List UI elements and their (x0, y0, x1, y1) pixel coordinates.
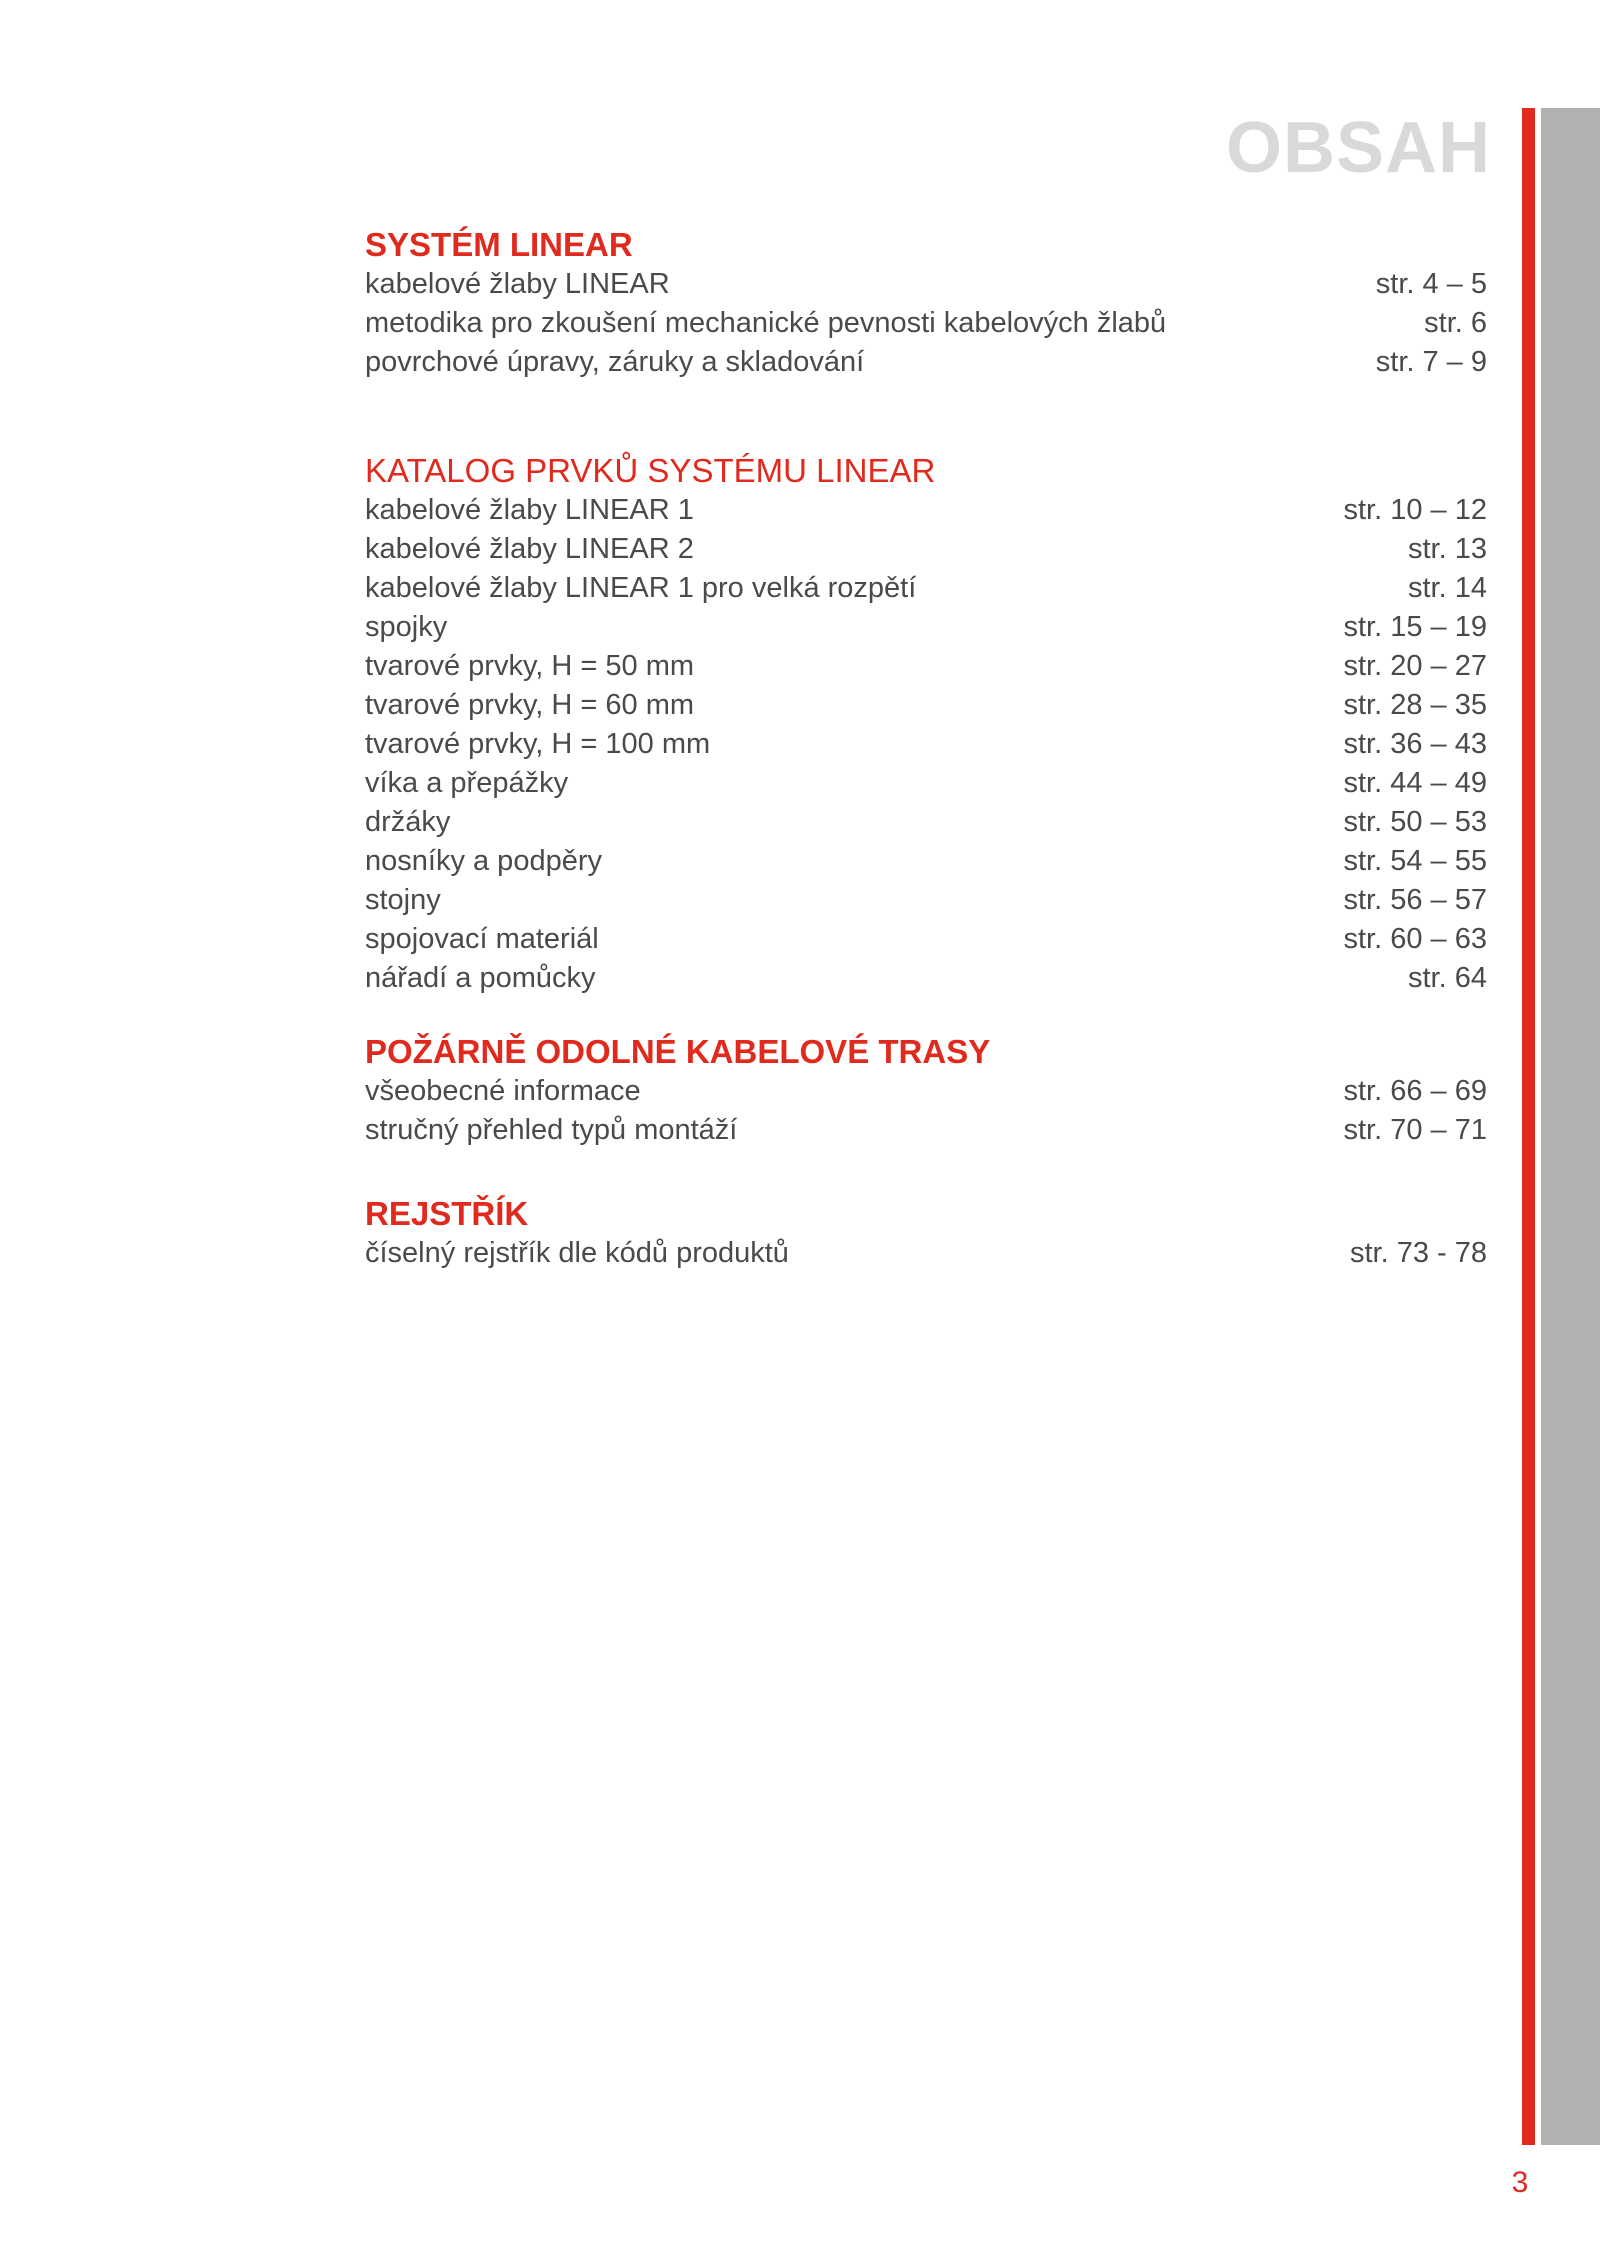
entry-pages: str. 10 – 12 (1343, 494, 1487, 526)
toc-entry[interactable] (365, 1234, 1487, 1273)
section-pozarne-odolne (365, 1032, 1487, 1150)
toc-entry[interactable] (365, 725, 1487, 764)
toc-entry[interactable] (365, 569, 1487, 608)
entry-pages: str. 28 – 35 (1343, 689, 1487, 721)
toc-entry[interactable] (365, 959, 1487, 998)
toc-entry[interactable] (365, 608, 1487, 647)
entry-label: metodika pro zkoušení mechanické pevnosti kabelových žlabů (365, 307, 1167, 339)
entry-pages: str. 56 – 57 (1343, 884, 1487, 916)
toc-entry[interactable] (365, 265, 1487, 304)
toc-entry[interactable] (365, 530, 1487, 569)
toc-entry[interactable] (365, 647, 1487, 686)
entry-pages: str. 36 – 43 (1343, 728, 1487, 760)
entry-label: tvarové prvky, H = 50 mm (365, 650, 695, 682)
section-katalog-prvku (365, 451, 1487, 998)
section-system-linear (365, 225, 1487, 382)
entry-pages: str. 7 – 9 (1375, 346, 1487, 378)
toc-entry[interactable] (365, 920, 1487, 959)
entry-label: kabelové žlaby LINEAR (365, 268, 670, 300)
entry-pages: str. 4 – 5 (1375, 268, 1487, 300)
entry-label: kabelové žlaby LINEAR 1 pro velká rozpětí (365, 572, 917, 604)
entry-label: nářadí a pomůcky (365, 962, 596, 994)
entry-label: kabelové žlaby LINEAR 1 (365, 494, 694, 526)
entry-label: stručný přehled typů montáží (365, 1114, 738, 1146)
section-heading: POŽÁRNĚ ODOLNÉ KABELOVÉ TRASY (365, 1033, 991, 1070)
entry-pages: str. 54 – 55 (1343, 845, 1487, 877)
entry-pages: str. 6 (1424, 307, 1487, 339)
entry-label: tvarové prvky, H = 60 mm (365, 689, 695, 721)
entry-label: číselný rejstřík dle kódů produktů (365, 1237, 789, 1269)
entry-pages: str. 20 – 27 (1343, 650, 1487, 682)
toc-entry[interactable] (365, 881, 1487, 920)
entry-label: všeobecné informace (365, 1075, 641, 1107)
page-title: OBSAH (1225, 108, 1491, 188)
page-number: 3 (1511, 2166, 1529, 2199)
entry-label: držáky (365, 806, 451, 838)
red-accent-bar (1522, 108, 1535, 2145)
entry-pages: str. 70 – 71 (1343, 1114, 1487, 1146)
section-heading: REJSTŘÍK (365, 1195, 529, 1232)
toc-entry[interactable] (365, 686, 1487, 725)
toc-entry[interactable] (365, 304, 1487, 343)
entry-pages: str. 44 – 49 (1343, 767, 1487, 799)
entry-pages: str. 14 (1408, 572, 1487, 604)
section-heading: SYSTÉM LINEAR (365, 226, 633, 263)
entry-pages: str. 66 – 69 (1343, 1075, 1487, 1107)
toc-entry[interactable] (365, 343, 1487, 382)
gray-side-bar (1541, 108, 1600, 2145)
entry-label: spojovací materiál (365, 923, 599, 955)
section-heading: KATALOG PRVKŮ SYSTÉMU LINEAR (365, 452, 936, 489)
entry-pages: str. 60 – 63 (1343, 923, 1487, 955)
entry-label: kabelové žlaby LINEAR 2 (365, 533, 694, 565)
entry-label: víka a přepážky (365, 767, 569, 799)
toc-entry[interactable] (365, 764, 1487, 803)
entry-pages: str. 50 – 53 (1343, 806, 1487, 838)
toc-entry[interactable] (365, 1072, 1487, 1111)
entry-label: stojny (365, 884, 441, 916)
entry-label: nosníky a podpěry (365, 845, 602, 877)
entry-label: spojky (365, 611, 448, 643)
entry-pages: str. 73 - 78 (1349, 1237, 1487, 1269)
toc-entry[interactable] (365, 491, 1487, 530)
entry-pages: str. 13 (1408, 533, 1487, 565)
entry-label: tvarové prvky, H = 100 mm (365, 728, 711, 760)
section-rejstrik (365, 1194, 1487, 1273)
toc-entry[interactable] (365, 803, 1487, 842)
entry-pages: str. 15 – 19 (1343, 611, 1487, 643)
entry-pages: str. 64 (1408, 962, 1487, 994)
entry-label: povrchové úpravy, záruky a skladování (365, 346, 865, 378)
toc-entry[interactable] (365, 1111, 1487, 1150)
toc-entry[interactable] (365, 842, 1487, 881)
